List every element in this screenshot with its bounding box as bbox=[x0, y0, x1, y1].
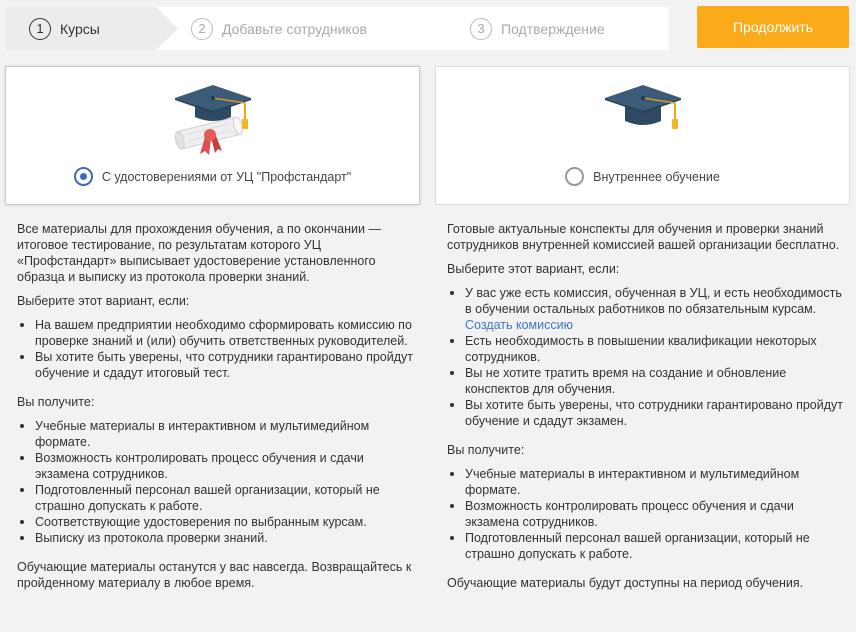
list-item: Вы хотите быть уверены, что сотрудники гарантировано пройдут обучение и сдадут экзамен. bbox=[447, 397, 847, 429]
list-item: Подготовленный персонал вашей организации, который не страшно допускать к работе. bbox=[17, 482, 417, 514]
graduation-cap-diploma-icon bbox=[165, 77, 261, 157]
list-item: Учебные материалы в интерактивном и мультимедийном формате. bbox=[17, 418, 417, 450]
stepper bbox=[6, 7, 669, 50]
list-item: На вашем предприятии необходимо сформировать комиссию по проверке знаний и (или) обучить ответственных руководителей. bbox=[17, 317, 417, 349]
conditions-list bbox=[17, 317, 417, 381]
intro-text: Готовые актуальные конспекты для обучения и проверки знаний сотрудников внутренней комиссией вашей организации бесплатно. bbox=[447, 222, 840, 252]
option-card-internal[interactable] bbox=[435, 66, 850, 205]
radio-button-checked[interactable] bbox=[74, 167, 93, 186]
list-item: Возможность контролировать процесс обучения и сдачи экзамена сотрудников. bbox=[447, 498, 847, 530]
create-commission-link[interactable]: Создать комиссию bbox=[465, 318, 573, 332]
continue-button[interactable]: Продолжить bbox=[697, 6, 849, 48]
list-item: Выписку из протокола проверки знаний. bbox=[17, 530, 417, 546]
list-item bbox=[447, 285, 847, 333]
option-label: Внутреннее обучение bbox=[593, 169, 720, 184]
internal-description bbox=[447, 221, 847, 599]
step-label: Подтверждение bbox=[501, 20, 605, 37]
footer-text: Обучающие материалы будут доступны на период обучения. bbox=[447, 576, 804, 590]
list-item: Учебные материалы в интерактивном и мультимедийном формате. bbox=[447, 466, 847, 498]
radio-internal-row[interactable] bbox=[436, 167, 849, 186]
choose-if-heading: Выберите этот вариант, если: bbox=[447, 262, 620, 276]
certified-description bbox=[17, 221, 417, 599]
footer-text: Обучающие материалы останутся у вас навсегда. Возвращайтесь к пройденному материалу в любое время. bbox=[17, 560, 412, 590]
step-number: 3 bbox=[470, 18, 492, 40]
step-number: 2 bbox=[191, 18, 213, 40]
you-get-heading: Вы получите: bbox=[17, 395, 95, 409]
list-item: Соответствующие удостоверения по выбранным курсам. bbox=[17, 514, 417, 530]
step-label: Курсы bbox=[60, 20, 100, 37]
option-card-certified[interactable] bbox=[5, 66, 420, 205]
choose-if-heading: Выберите этот вариант, если: bbox=[17, 294, 190, 308]
list-item: Возможность контролировать процесс обучения и сдачи экзамена сотрудников. bbox=[17, 450, 417, 482]
list-item: Есть необходимость в повышении квалификации некоторых сотрудников. bbox=[447, 333, 847, 365]
benefits-list bbox=[447, 466, 847, 562]
step-number: 1 bbox=[29, 18, 51, 40]
step-add-employees[interactable] bbox=[191, 7, 367, 50]
list-item: Вы хотите быть уверены, что сотрудники гарантировано пройдут обучение и сдадут итоговый тест. bbox=[17, 349, 417, 381]
step-label: Добавьте сотрудников bbox=[222, 20, 367, 37]
you-get-heading: Вы получите: bbox=[447, 443, 525, 457]
conditions-list bbox=[447, 285, 847, 429]
benefits-list bbox=[17, 418, 417, 546]
graduation-cap-icon bbox=[595, 77, 691, 141]
radio-certified-row[interactable] bbox=[6, 167, 419, 186]
condition-text: У вас уже есть комиссия, обученная в УЦ, и есть необходимость в обучении остальных работников по обязательным курсам. bbox=[465, 286, 842, 316]
list-item: Вы не хотите тратить время на создание и обновление конспектов для обучения. bbox=[447, 365, 847, 397]
option-label: С удостоверениями от УЦ "Профстандарт" bbox=[101, 169, 352, 184]
step-courses[interactable] bbox=[29, 7, 100, 50]
intro-text: Все материалы для прохождения обучения, а по окончании — итоговое тестирование, по результатам которого УЦ «Профстандарт» выписывает удостоверение установленного образца и выписку из протокола проверки знаний. bbox=[17, 222, 381, 284]
radio-button-unchecked[interactable] bbox=[565, 167, 584, 186]
step-confirmation[interactable] bbox=[470, 7, 605, 50]
list-item: Подготовленный персонал вашей организации, который не страшно допускать к работе. bbox=[447, 530, 847, 562]
